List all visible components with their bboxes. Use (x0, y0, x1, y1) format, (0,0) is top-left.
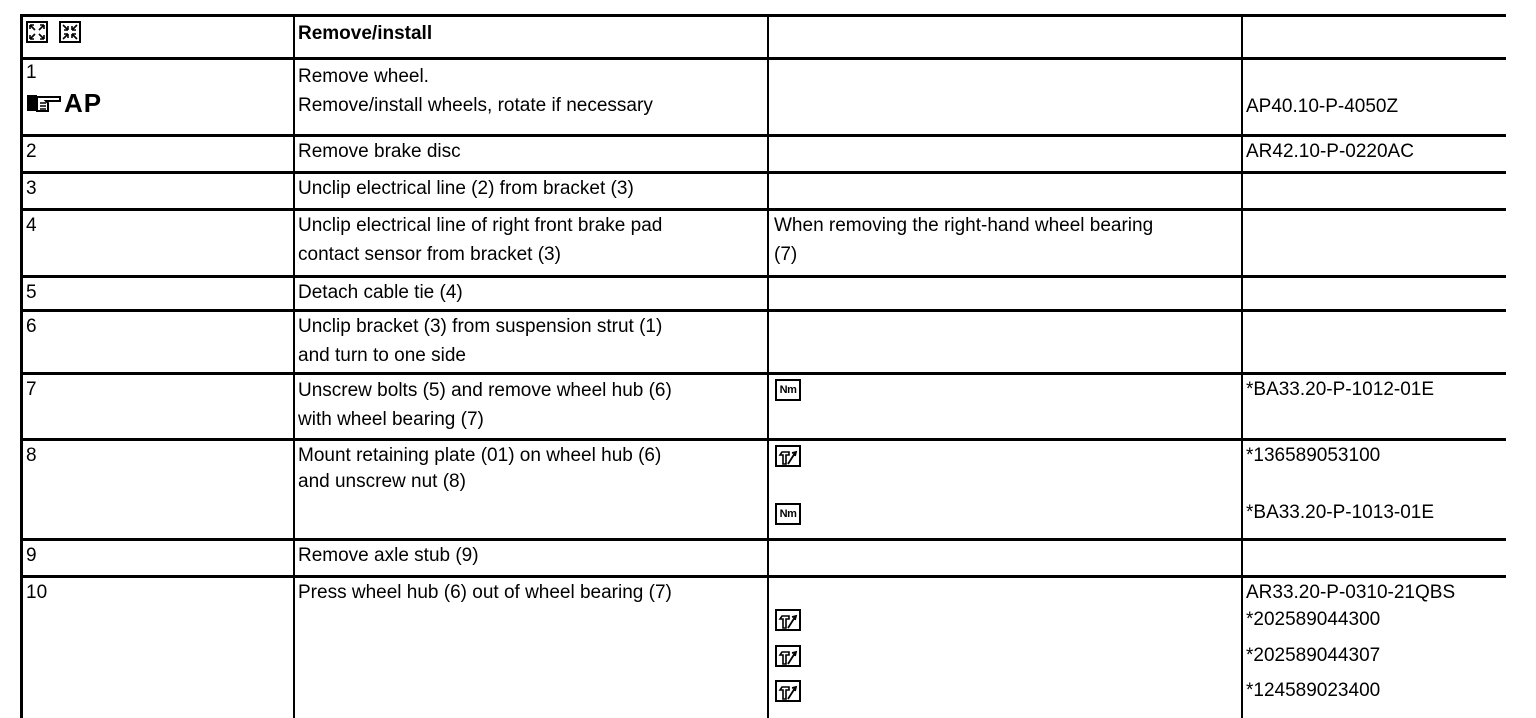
action-cell (295, 312, 767, 372)
reference-cell (1243, 312, 1513, 372)
reference-link[interactable]: *124589023400 (1246, 680, 1381, 701)
special-tool-icon[interactable] (775, 445, 801, 467)
reference-link[interactable]: AR33.20-P-0310-21QBS (1246, 582, 1456, 603)
action-line: Press wheel hub (6) out of wheel bearing (7) (298, 582, 672, 603)
collapse-icon[interactable] (59, 21, 81, 43)
step-number: 4 (26, 215, 37, 236)
pointing-hand-icon (26, 91, 62, 115)
step-number: 8 (26, 445, 37, 466)
note-cell (769, 174, 1241, 208)
reference-link[interactable]: AR42.10-P-0220AC (1246, 141, 1414, 162)
step-number: 10 (26, 582, 48, 603)
note-cell (769, 60, 1241, 134)
step-number: 6 (26, 316, 37, 337)
reference-cell (1243, 375, 1513, 438)
reference-link[interactable]: AP40.10-P-4050Z (1246, 96, 1399, 117)
step-number: 7 (26, 379, 37, 400)
note-line: (7) (774, 244, 798, 265)
step-number-cell (23, 174, 293, 208)
torque-icon[interactable]: Nm (775, 503, 801, 525)
reference-link[interactable]: *202589044307 (1246, 645, 1381, 666)
note-cell (769, 441, 1241, 538)
step-number: 1 (26, 62, 37, 83)
note-cell (769, 541, 1241, 575)
header-col4 (1243, 17, 1513, 57)
action-cell (295, 541, 767, 575)
step-number-cell (23, 541, 293, 575)
ap-label: AP (64, 87, 103, 118)
note-cell (769, 312, 1241, 372)
reference-cell (1243, 137, 1513, 171)
special-tool-icon[interactable] (775, 680, 801, 702)
action-line: Mount retaining plate (01) on wheel hub (6) (298, 445, 662, 466)
step-number-cell (23, 211, 293, 275)
reference-cell (1243, 441, 1513, 538)
step-number-cell (23, 312, 293, 372)
header-title: Remove/install (295, 17, 767, 57)
note-line: When removing the right-hand wheel bearing (774, 215, 1154, 236)
torque-icon[interactable]: Nm (775, 379, 801, 401)
action-line: Remove brake disc (298, 141, 461, 162)
action-line: Remove/install wheels, rotate if necessary (298, 95, 653, 116)
step-number: 5 (26, 282, 37, 303)
action-line: Unclip electrical line (2) from bracket (3) (298, 178, 634, 199)
procedure-table (20, 14, 1506, 718)
step-number: 9 (26, 545, 37, 566)
step-number-cell (23, 60, 293, 134)
reference-cell (1243, 174, 1513, 208)
step-number-cell (23, 441, 293, 538)
action-line: and turn to one side (298, 345, 466, 366)
special-tool-icon[interactable] (775, 609, 801, 631)
action-line: and unscrew nut (8) (298, 471, 466, 492)
reference-link[interactable]: *BA33.20-P-1012-01E (1246, 379, 1435, 400)
action-line: Detach cable tie (4) (298, 282, 463, 303)
reference-link[interactable]: *136589053100 (1246, 445, 1381, 466)
reference-cell (1243, 278, 1513, 309)
reference-link[interactable]: *BA33.20-P-1013-01E (1246, 502, 1435, 523)
action-cell (295, 60, 767, 134)
action-cell (295, 375, 767, 438)
action-cell (295, 441, 767, 538)
reference-link[interactable]: *202589044300 (1246, 609, 1381, 630)
special-tool-icon[interactable] (775, 645, 801, 667)
action-cell (295, 137, 767, 171)
ap-reference-marker[interactable] (26, 88, 293, 118)
action-line: with wheel bearing (7) (298, 409, 484, 430)
step-number: 2 (26, 141, 37, 162)
action-line: Unscrew bolts (5) and remove wheel hub (6) (298, 380, 672, 401)
note-cell (769, 578, 1241, 718)
expand-icon[interactable] (26, 21, 48, 43)
action-line: Unclip electrical line of right front brake pad (298, 215, 663, 236)
note-cell (769, 137, 1241, 171)
header-col3 (769, 17, 1241, 57)
reference-cell (1243, 211, 1513, 275)
step-number-cell (23, 578, 293, 718)
action-cell (295, 278, 767, 309)
action-cell (295, 174, 767, 208)
reference-cell (1243, 578, 1513, 718)
step-number-cell (23, 278, 293, 309)
reference-cell (1243, 60, 1513, 134)
note-cell (769, 278, 1241, 309)
action-cell (295, 578, 767, 718)
step-number-cell (23, 137, 293, 171)
step-number-cell (23, 375, 293, 438)
header-icons-cell (23, 17, 293, 57)
action-line: Remove wheel. (298, 66, 429, 87)
reference-cell (1243, 541, 1513, 575)
step-number: 3 (26, 178, 37, 199)
action-line: Remove axle stub (9) (298, 545, 479, 566)
action-line: contact sensor from bracket (3) (298, 244, 561, 265)
note-cell (769, 375, 1241, 438)
note-cell (769, 211, 1241, 275)
action-cell (295, 211, 767, 275)
action-line: Unclip bracket (3) from suspension strut (1) (298, 316, 663, 337)
